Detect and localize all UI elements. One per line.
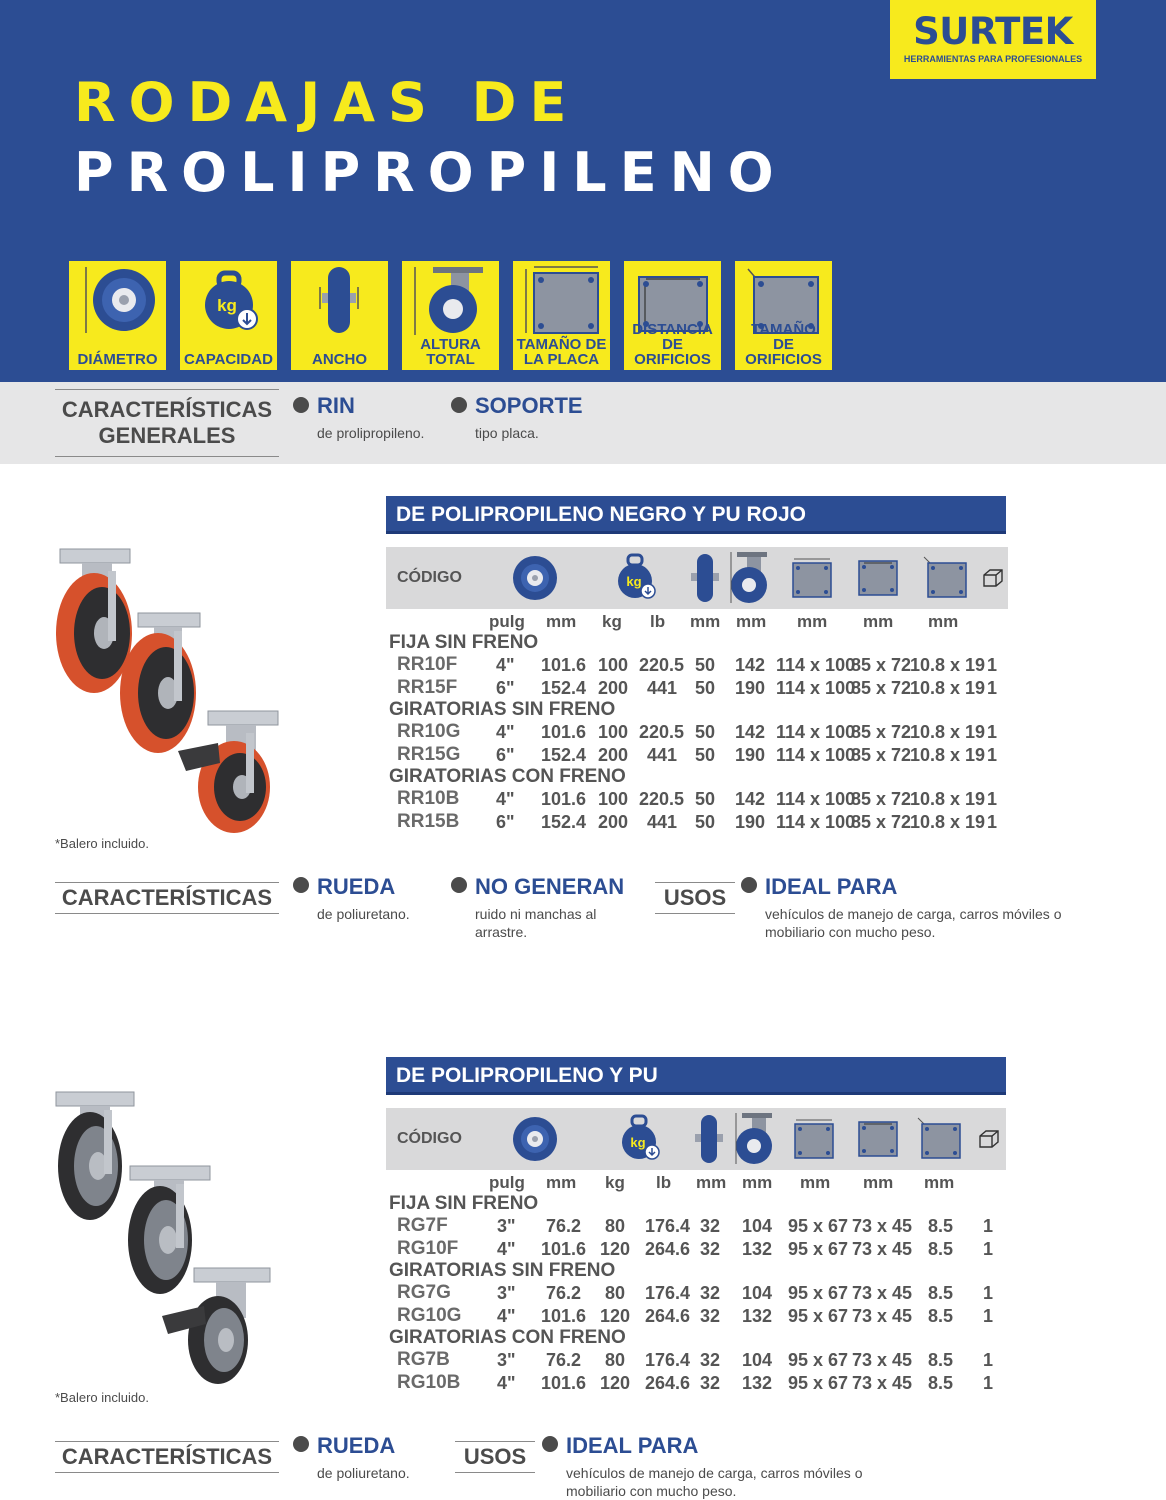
table-cell: 190 xyxy=(735,812,766,832)
table-cell: 50 xyxy=(695,789,716,809)
product-code: RR10F xyxy=(397,654,458,675)
table-cell: 152.4 xyxy=(541,812,587,832)
unit-label: mm xyxy=(924,1173,955,1192)
weight-capacity-icon xyxy=(618,1114,662,1164)
table-cell: 114 x 100 xyxy=(776,812,856,832)
table-cell: 1 xyxy=(987,678,998,698)
table-cell: 152.4 xyxy=(541,678,587,698)
legend-width xyxy=(291,261,388,370)
table-cell: 1 xyxy=(987,789,998,809)
table-cell: 142 xyxy=(735,789,766,809)
table-cell: 85 x 72 xyxy=(851,812,912,832)
table-cell: 95 x 67 xyxy=(788,1216,849,1236)
table-cell: 190 xyxy=(735,745,766,765)
features-heading: CARACTERÍSTICAS xyxy=(55,1441,279,1473)
table-cell: 95 x 67 xyxy=(788,1350,849,1370)
table-cell: 100 xyxy=(598,655,629,675)
table-cell: 142 xyxy=(735,655,766,675)
uses-title: IDEAL PARA xyxy=(765,874,898,899)
bullet-dot xyxy=(293,397,309,413)
bullet-dot xyxy=(451,397,467,413)
legend-plate-size xyxy=(513,261,610,370)
feature-title-rueda: RUEDA xyxy=(317,1433,396,1458)
table-cell: 220.5 xyxy=(639,655,685,675)
group-fija-sin-freno: FIJA SIN FRENO xyxy=(389,632,539,653)
hole-size-icon xyxy=(922,555,968,601)
wheel-width-icon xyxy=(690,553,720,603)
table-cell: 4" xyxy=(497,1239,516,1259)
product-photo-black-casters xyxy=(50,1088,280,1388)
feature-title-rueda: RUEDA xyxy=(317,874,396,899)
table-cell: 1 xyxy=(987,655,998,675)
product-code: RR15G xyxy=(397,744,461,765)
bearing-note: *Balero incluido. xyxy=(55,836,149,851)
plate-size-icon xyxy=(522,265,601,337)
legend-hole-size xyxy=(735,261,832,370)
table-cell: 132 xyxy=(742,1239,773,1259)
legend-hole-distance xyxy=(624,261,721,370)
codigo-label: CÓDIGO xyxy=(397,569,462,586)
table-cell: 73 x 45 xyxy=(852,1283,913,1303)
table-cell: 32 xyxy=(700,1239,721,1259)
unit-label: pulg xyxy=(489,612,525,631)
table-cell: 1 xyxy=(983,1216,994,1236)
table-cell: 4" xyxy=(496,789,515,809)
table-cell: 120 xyxy=(600,1239,631,1259)
bullet-dot xyxy=(293,1436,309,1452)
table-cell: 114 x 100 xyxy=(776,678,856,698)
feature-desc-soporte: tipo placa. xyxy=(475,425,539,441)
uses-heading: USOS xyxy=(455,1441,535,1473)
hole-distance-icon xyxy=(856,557,900,599)
table-cell: 10.8 x 19 xyxy=(910,789,986,809)
unit-label: lb xyxy=(650,612,666,631)
table-cell: 8.5 xyxy=(928,1239,954,1259)
table-cell: 4" xyxy=(496,722,515,742)
page-title-line1: RODAJAS DE xyxy=(74,71,580,134)
group-fija-sin-freno: FIJA SIN FRENO xyxy=(389,1193,539,1214)
table-cell: 73 x 45 xyxy=(852,1350,913,1370)
wheel-width-icon xyxy=(300,265,379,337)
table-cell: 10.8 x 19 xyxy=(910,812,986,832)
svg-text:kg: kg xyxy=(626,574,642,589)
table-cell: 3" xyxy=(497,1216,516,1236)
table-cell: 85 x 72 xyxy=(851,678,912,698)
unit-label: mm xyxy=(863,1173,894,1192)
plate-size-icon xyxy=(790,557,834,599)
table-cell: 50 xyxy=(695,678,716,698)
legend-height xyxy=(402,261,499,370)
section-title-black: DE POLIPROPILENO Y PU xyxy=(386,1057,1006,1095)
weight-capacity-icon xyxy=(614,553,658,603)
codigo-label: CÓDIGO xyxy=(397,1130,462,1147)
weight-capacity-icon xyxy=(189,265,268,337)
table-cell: 132 xyxy=(742,1306,773,1326)
table-cell: 8.5 xyxy=(928,1306,954,1326)
feature-title-no-generan: NO GENERAN xyxy=(475,874,625,899)
table-cell: 50 xyxy=(695,655,716,675)
table-cell: 4" xyxy=(497,1306,516,1326)
group-giratorias-con-freno: GIRATORIAS CON FRENO xyxy=(389,766,626,787)
unit-label: mm xyxy=(690,612,721,631)
box-quantity-icon xyxy=(982,568,1004,588)
table-cell: 104 xyxy=(742,1350,773,1370)
table-cell: 114 x 100 xyxy=(776,745,856,765)
legend-label: TAMAÑO DE ORIFICIOS xyxy=(745,321,822,368)
legend-label: DIÁMETRO xyxy=(77,351,158,368)
table-cell: 8.5 xyxy=(928,1350,954,1370)
table-cell: 220.5 xyxy=(639,789,685,809)
legend-label: ALTURA TOTAL xyxy=(420,336,481,368)
table-cell: 6" xyxy=(496,812,515,832)
table-cell: 1 xyxy=(987,812,998,832)
table-cell: 32 xyxy=(700,1283,721,1303)
brand-tagline: HERRAMIENTAS PARA PROFESIONALES xyxy=(903,54,1083,64)
wheel-diameter-icon xyxy=(512,1116,558,1162)
unit-label: mm xyxy=(546,1173,577,1192)
unit-label: mm xyxy=(928,612,959,631)
table-cell: 6" xyxy=(496,745,515,765)
table-cell: 85 x 72 xyxy=(851,745,912,765)
table-cell: 441 xyxy=(647,812,678,832)
product-code: RG7B xyxy=(397,1349,450,1370)
table-cell: 1 xyxy=(983,1350,994,1370)
table-cell: 6" xyxy=(496,678,515,698)
table-cell: 10.8 x 19 xyxy=(910,745,986,765)
table-cell: 95 x 67 xyxy=(788,1283,849,1303)
caster-height-icon xyxy=(411,265,490,337)
table-cell: 441 xyxy=(647,678,678,698)
table-cell: 1 xyxy=(987,722,998,742)
product-code: RG10G xyxy=(397,1305,462,1326)
spec-icon-row xyxy=(386,1108,1006,1170)
table-cell: 10.8 x 19 xyxy=(910,678,986,698)
bullet-dot xyxy=(451,877,467,893)
uses-desc: vehículos de manejo de carga, carros móviles o mobiliario con mucho peso. xyxy=(765,906,1062,940)
unit-label: mm xyxy=(863,612,894,631)
svg-text:kg: kg xyxy=(630,1135,646,1150)
table-cell: 32 xyxy=(700,1373,721,1393)
table-cell: 80 xyxy=(605,1350,626,1370)
hole-size-icon xyxy=(916,1116,962,1162)
table-cell: 3" xyxy=(497,1283,516,1303)
table-cell: 80 xyxy=(605,1216,626,1236)
wheel-diameter-icon xyxy=(78,265,157,337)
unit-label: pulg xyxy=(489,1173,525,1192)
product-code: RG10B xyxy=(397,1372,461,1393)
table-cell: 132 xyxy=(742,1373,773,1393)
unit-label: mm xyxy=(797,612,828,631)
unit-label: lb xyxy=(656,1173,672,1192)
table-cell: 190 xyxy=(735,678,766,698)
uses-heading: USOS xyxy=(655,882,735,914)
table-cell: 73 x 45 xyxy=(852,1306,913,1326)
bearing-note: *Balero incluido. xyxy=(55,1390,149,1405)
table-cell: 32 xyxy=(700,1216,721,1236)
caster-height-icon xyxy=(729,551,769,605)
table-cell: 200 xyxy=(598,745,629,765)
table-cell: 142 xyxy=(735,722,766,742)
plate-size-icon xyxy=(792,1118,836,1160)
table-cell: 176.4 xyxy=(645,1283,691,1303)
uses-title: IDEAL PARA xyxy=(566,1433,699,1458)
table-cell: 10.8 x 19 xyxy=(910,722,986,742)
features-heading: CARACTERÍSTICAS xyxy=(55,882,279,914)
table-cell: 1 xyxy=(983,1239,994,1259)
table-cell: 85 x 72 xyxy=(851,789,912,809)
spec-icon-row xyxy=(386,547,1008,609)
table-cell: 50 xyxy=(695,722,716,742)
table-cell: 114 x 100 xyxy=(776,789,856,809)
table-cell: 32 xyxy=(700,1306,721,1326)
table-cell: 95 x 67 xyxy=(788,1373,849,1393)
wheel-diameter-icon xyxy=(512,555,558,601)
brand-logo[interactable] xyxy=(890,0,1096,79)
table-cell: 3" xyxy=(497,1350,516,1370)
table-cell: 80 xyxy=(605,1283,626,1303)
product-code: RG10F xyxy=(397,1238,459,1259)
bullet-dot xyxy=(542,1436,558,1452)
table-cell: 114 x 100 xyxy=(776,722,856,742)
table-cell: 101.6 xyxy=(541,655,587,675)
table-cell: 8.5 xyxy=(928,1216,954,1236)
group-giratorias-sin-freno: GIRATORIAS SIN FRENO xyxy=(389,1260,616,1281)
product-code: RR10G xyxy=(397,721,461,742)
unit-label: kg xyxy=(605,1173,625,1192)
legend-capacity xyxy=(180,261,277,370)
table-cell: 152.4 xyxy=(541,745,587,765)
table-cell: 4" xyxy=(497,1373,516,1393)
feature-desc-rin: de prolipropileno. xyxy=(317,425,425,441)
table-cell: 1 xyxy=(983,1283,994,1303)
table-cell: 10.8 x 19 xyxy=(910,655,986,675)
legend-label: ANCHO xyxy=(312,351,367,368)
table-cell: 104 xyxy=(742,1283,773,1303)
table-cell: 101.6 xyxy=(541,1239,587,1259)
table-cell: 264.6 xyxy=(645,1306,691,1326)
product-code: RR15F xyxy=(397,677,458,698)
table-cell: 76.2 xyxy=(546,1216,582,1236)
table-cell: 73 x 45 xyxy=(852,1216,913,1236)
table-cell: 200 xyxy=(598,812,629,832)
table-cell: 101.6 xyxy=(541,722,587,742)
table-cell: 120 xyxy=(600,1306,631,1326)
group-giratorias-con-freno: GIRATORIAS CON FRENO xyxy=(389,1327,626,1348)
brand-name: SURTEK xyxy=(913,10,1073,53)
table-cell: 95 x 67 xyxy=(788,1239,849,1259)
table-cell: 441 xyxy=(647,745,678,765)
unit-label: kg xyxy=(602,612,622,631)
table-cell: 50 xyxy=(695,745,716,765)
table-cell: 114 x 100 xyxy=(776,655,856,675)
table-cell: 8.5 xyxy=(928,1283,954,1303)
table-cell: 8.5 xyxy=(928,1373,954,1393)
table-cell: 176.4 xyxy=(645,1350,691,1370)
table-cell: 76.2 xyxy=(546,1283,582,1303)
bullet-dot xyxy=(293,877,309,893)
legend-label: CAPACIDAD xyxy=(184,351,273,368)
table-cell: 264.6 xyxy=(645,1373,691,1393)
uses-desc: vehículos de manejo de carga, carros móviles o mobiliario con mucho peso. xyxy=(566,1465,863,1499)
table-cell: 1 xyxy=(983,1306,994,1326)
section-title-red: DE POLIPROPILENO NEGRO Y PU ROJO xyxy=(386,496,1006,534)
table-cell: 1 xyxy=(983,1373,994,1393)
table-cell: 100 xyxy=(598,722,629,742)
unit-label: mm xyxy=(546,612,577,631)
table-cell: 76.2 xyxy=(546,1350,582,1370)
table-cell: 73 x 45 xyxy=(852,1373,913,1393)
product-photo-red-casters xyxy=(50,543,290,835)
box-quantity-icon xyxy=(978,1129,1000,1149)
table-cell: 220.5 xyxy=(639,722,685,742)
bullet-dot xyxy=(741,877,757,893)
table-cell: 32 xyxy=(700,1350,721,1370)
table-cell: 85 x 72 xyxy=(851,655,912,675)
feature-title-soporte: SOPORTE xyxy=(475,393,583,418)
product-code: RG7F xyxy=(397,1215,448,1236)
legend-diameter xyxy=(69,261,166,370)
product-code: RR10B xyxy=(397,788,460,809)
table-cell: 85 x 72 xyxy=(851,722,912,742)
table-cell: 200 xyxy=(598,678,629,698)
table-cell: 104 xyxy=(742,1216,773,1236)
group-giratorias-sin-freno: GIRATORIAS SIN FRENO xyxy=(389,699,616,720)
product-code: RR15B xyxy=(397,811,460,832)
table-cell: 100 xyxy=(598,789,629,809)
hole-distance-icon xyxy=(856,1118,900,1160)
table-cell: 1 xyxy=(987,745,998,765)
table-cell: 4" xyxy=(496,655,515,675)
feature-title-rin: RIN xyxy=(317,393,355,418)
legend-label: TAMAÑO DE LA PLACA xyxy=(516,336,607,368)
legend-label: DISTANCIA DE ORIFICIOS xyxy=(632,321,713,368)
wheel-width-icon xyxy=(694,1114,724,1164)
table-cell: 101.6 xyxy=(541,1306,587,1326)
caster-height-icon xyxy=(734,1112,774,1166)
table-cell: 264.6 xyxy=(645,1239,691,1259)
feature-desc-no-generan: ruido ni manchas al arrastre. xyxy=(475,906,597,940)
unit-label: mm xyxy=(696,1173,727,1192)
svg-text:kg: kg xyxy=(217,296,237,315)
table-cell: 95 x 67 xyxy=(788,1306,849,1326)
table-cell: 101.6 xyxy=(541,1373,587,1393)
table-cell: 101.6 xyxy=(541,789,587,809)
table-cell: 176.4 xyxy=(645,1216,691,1236)
unit-label: mm xyxy=(742,1173,773,1192)
unit-label: mm xyxy=(736,612,767,631)
feature-desc-rueda: de poliuretano. xyxy=(317,1465,410,1481)
unit-label: mm xyxy=(800,1173,831,1192)
table-cell: 120 xyxy=(600,1373,631,1393)
table-cell: 73 x 45 xyxy=(852,1239,913,1259)
table-cell: 50 xyxy=(695,812,716,832)
page-title-line2: PROLIPROPILENO xyxy=(74,141,787,204)
general-features-heading: CARACTERÍSTICAS GENERALES xyxy=(55,389,279,457)
product-code: RG7G xyxy=(397,1282,451,1303)
feature-desc-rueda: de poliuretano. xyxy=(317,906,410,922)
